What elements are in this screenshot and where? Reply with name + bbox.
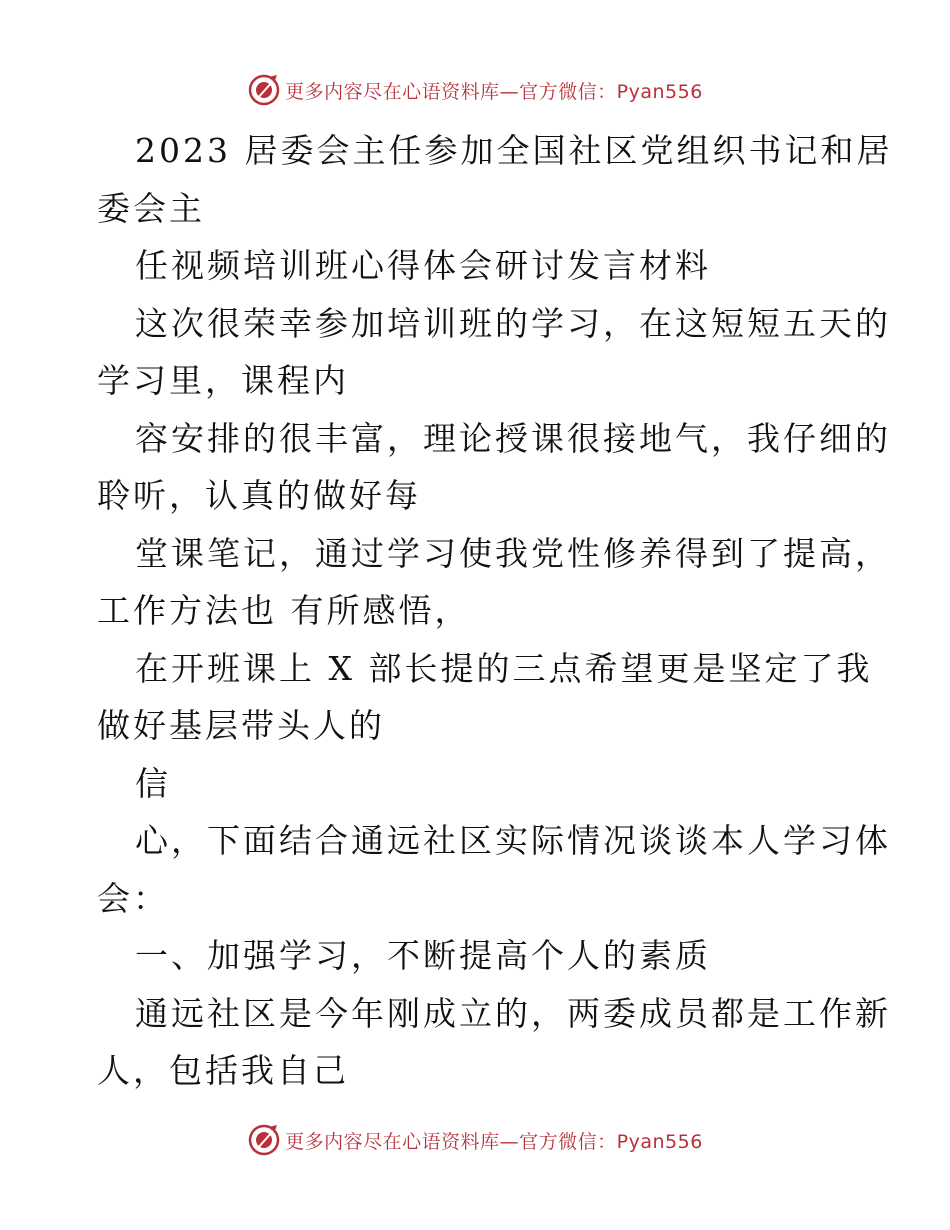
document-body: [0, 122, 950, 1100]
pen-logo-icon: [247, 1123, 281, 1157]
pen-logo-icon: [247, 73, 281, 107]
text-line: 信: [135, 763, 171, 803]
watermark-text: 更多内容尽在心语资料库—官方微信：Pyan556: [285, 1130, 703, 1153]
text-line: 心，下面结合通远社区实际情况谈谈本人学习体: [135, 821, 891, 860]
watermark-text: 更多内容尽在心语资料库—官方微信：Pyan556: [285, 80, 703, 103]
header-watermark-banner: [0, 70, 950, 110]
text-line: 委会主: [97, 188, 205, 228]
text-line: 学习里，课程内: [97, 361, 349, 400]
text-line: 堂课笔记，通过学习使我党性修养得到了提高，: [135, 533, 891, 573]
text-line: 工作方法也 有所感悟，: [97, 591, 471, 630]
section-heading: 一、加强学习，不断提高个人的素质: [135, 936, 711, 975]
text-line: 2023 居委会主任参加全国社区党组织书记和居: [135, 131, 893, 170]
text-line: 通远社区是今年刚成立的，两委成员都是工作新: [135, 993, 891, 1033]
footer-watermark-banner: [0, 1120, 950, 1160]
text-line: 人，包括我自己: [97, 1051, 349, 1090]
text-line: 容安排的很丰富，理论授课很接地气，我仔细的: [135, 418, 891, 458]
text-line: 这次很荣幸参加培训班的学习，在这短短五天的: [135, 303, 891, 343]
text-line: 做好基层带头人的: [97, 706, 385, 745]
text-line: 聆听，认真的做好每: [97, 476, 421, 515]
text-line: 会：: [97, 878, 169, 918]
text-line: 任视频培训班心得体会研讨发言材料: [135, 246, 711, 285]
text-line: 在开班课上 X 部长提的三点希望更是坚定了我: [135, 648, 873, 688]
